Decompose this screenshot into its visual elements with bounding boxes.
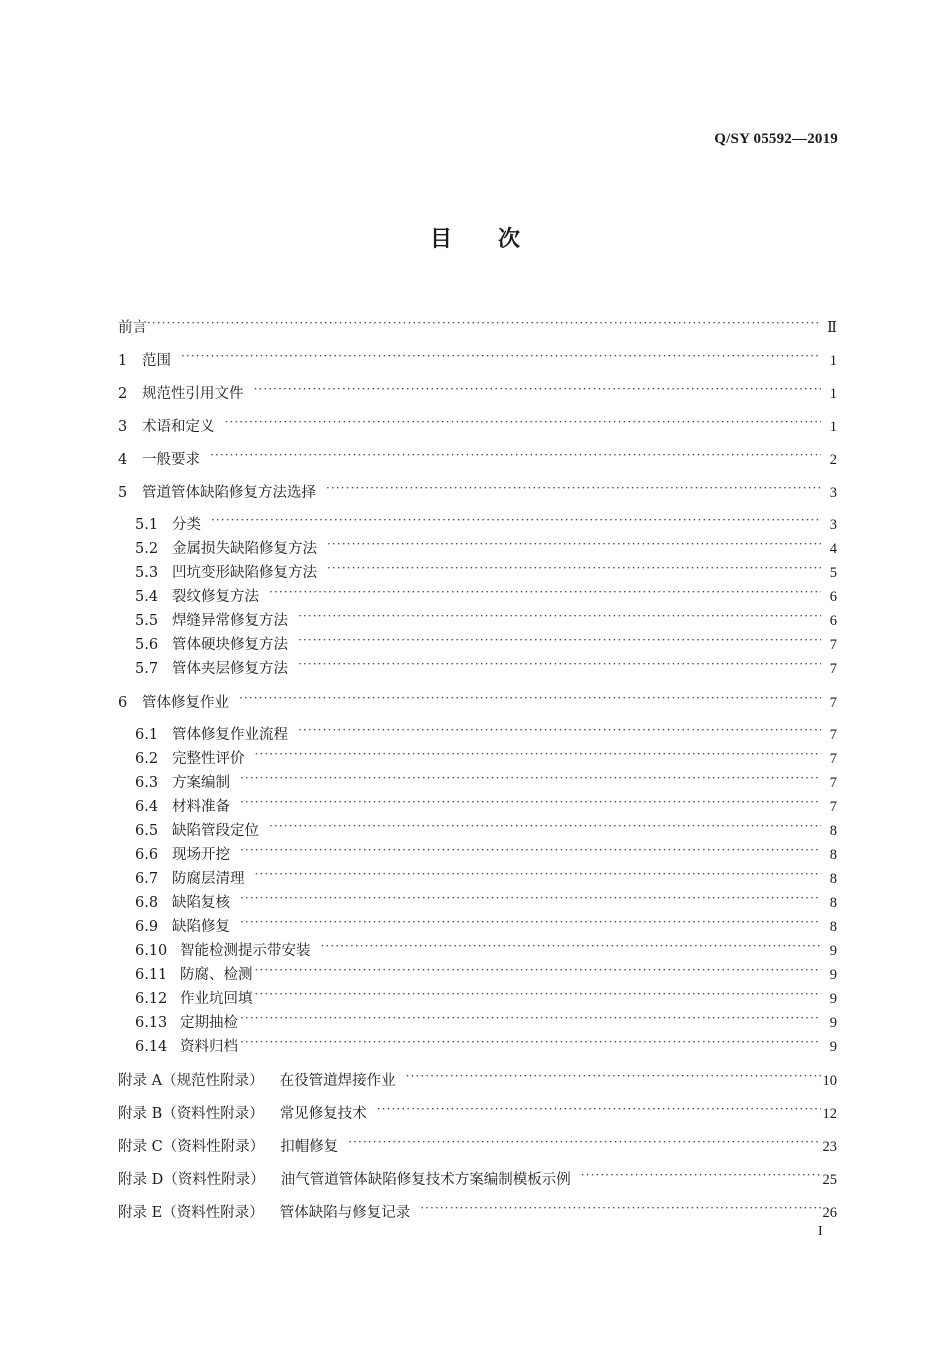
toc-entry-page: 1 — [829, 386, 837, 402]
toc-entry-number: 5 — [118, 485, 128, 501]
toc-entry-label: 前言 — [118, 320, 147, 336]
toc-entry-page: 6 — [829, 613, 837, 629]
toc-entry-preface[interactable] — [118, 310, 837, 336]
toc-entry-page: 1 — [829, 419, 837, 435]
toc-entry-label: 材料准备 — [172, 799, 230, 815]
toc-entry-label: 管体硬块修复方法 — [172, 637, 288, 653]
toc-entry-number: 6.13 — [135, 1015, 168, 1031]
toc-entry-page: 5 — [829, 565, 837, 581]
toc-entry-s5-3[interactable] — [135, 555, 837, 581]
toc-entry-label: 管体夹层修复方法 — [172, 661, 288, 677]
toc-entry-label: 油气管道管体缺陷修复技术方案编制模板示例 — [280, 1172, 571, 1188]
toc-entry-s5[interactable] — [118, 475, 837, 501]
toc-entry-label: 一般要求 — [142, 452, 200, 468]
toc-entry-appendix-a[interactable] — [118, 1063, 837, 1089]
toc-entry-page: 7 — [829, 695, 837, 711]
toc-entry-number: 5.1 — [135, 517, 159, 533]
dot-leader — [326, 475, 821, 497]
toc-entry-number: 附录 A（规范性附录） — [118, 1073, 264, 1089]
toc-entry-page: 9 — [829, 1039, 837, 1055]
toc-entry-label: 术语和定义 — [142, 419, 215, 435]
dot-leader — [298, 627, 821, 649]
toc-entry-number: 附录 C（资料性附录） — [118, 1139, 265, 1155]
toc-entry-label: 现场开挖 — [172, 847, 230, 863]
toc-entry-s5-5[interactable] — [135, 603, 837, 629]
dot-leader — [255, 861, 822, 883]
toc-entry-number: 5.5 — [135, 613, 159, 629]
toc-entry-number: 6 — [118, 695, 128, 711]
toc-entry-page: 8 — [829, 871, 837, 887]
toc-entry-number: 6.8 — [135, 895, 159, 911]
dot-leader — [255, 741, 822, 763]
dot-leader — [210, 442, 821, 464]
dot-leader — [147, 310, 821, 332]
toc-entry-page: 6 — [829, 589, 837, 605]
dot-leader — [298, 603, 821, 625]
toc-entry-appendix-e[interactable] — [118, 1195, 837, 1221]
toc-entry-number: 2 — [118, 386, 128, 402]
dot-leader — [240, 837, 821, 859]
toc-entry-number: 6.9 — [135, 919, 159, 935]
dot-leader — [255, 957, 822, 979]
dot-leader — [255, 981, 822, 1003]
dot-leader — [327, 531, 821, 553]
toc-entry-s6-11[interactable] — [135, 957, 837, 983]
toc-entry-label: 常见修复技术 — [279, 1106, 367, 1122]
toc-entry-number: 附录 E（资料性附录） — [118, 1205, 264, 1221]
toc-entry-number: 6.10 — [135, 943, 168, 959]
dot-leader — [420, 1195, 820, 1217]
toc-entry-number: 附录 D（资料性附录） — [118, 1172, 265, 1188]
toc-entry-number: 5.4 — [135, 589, 159, 605]
toc-entry-s6-13[interactable] — [135, 1005, 837, 1031]
toc-entry-number: 6.11 — [135, 967, 168, 983]
dot-leader — [254, 376, 822, 398]
dot-leader — [327, 555, 821, 577]
toc-entry-page: 8 — [829, 895, 837, 911]
toc-entry-label: 防腐层清理 — [172, 871, 245, 887]
toc-entry-label: 管体缺陷与修复记录 — [279, 1205, 411, 1221]
toc-entry-label: 管道管体缺陷修复方法选择 — [142, 485, 316, 501]
dot-leader — [240, 1029, 821, 1051]
toc-entry-appendix-d[interactable] — [118, 1162, 837, 1188]
toc-entry-number: 6.4 — [135, 799, 159, 815]
toc-entry-s6[interactable] — [118, 685, 837, 711]
toc-entry-s5-2[interactable] — [135, 531, 837, 557]
toc-entry-s5-1[interactable] — [135, 507, 837, 533]
toc-entry-s6-8[interactable] — [135, 885, 837, 911]
toc-entry-number: 6.1 — [135, 727, 159, 743]
toc-entry-page: 10 — [822, 1073, 837, 1089]
toc-entry-s6-3[interactable] — [135, 765, 837, 791]
dot-leader — [240, 1005, 821, 1027]
toc-entry-page: 7 — [829, 799, 837, 815]
dot-leader — [348, 1129, 820, 1151]
toc-entry-label: 智能检测提示带安装 — [180, 943, 311, 959]
toc-entry-number: 附录 B（资料性附录） — [118, 1106, 264, 1122]
toc-entry-label: 金属损失缺陷修复方法 — [172, 541, 317, 557]
toc-entry-appendix-c[interactable] — [118, 1129, 837, 1155]
toc-entry-s1[interactable] — [118, 343, 837, 369]
dot-leader — [581, 1162, 821, 1184]
toc-entry-number: 6.2 — [135, 751, 159, 767]
toc-entry-s3[interactable] — [118, 409, 837, 435]
toc-entry-page: 2 — [829, 452, 837, 468]
toc-entry-page: 25 — [822, 1172, 837, 1188]
toc-entry-label: 缺陷复核 — [172, 895, 230, 911]
dot-leader — [240, 765, 821, 787]
toc-entry-page: 8 — [829, 823, 837, 839]
toc-entry-page: 23 — [822, 1139, 837, 1155]
dot-leader — [181, 343, 821, 365]
toc-entry-page: 7 — [829, 727, 837, 743]
toc-entry-s4[interactable] — [118, 442, 837, 468]
toc-entry-label: 作业坑回填 — [180, 991, 253, 1007]
toc-entry-number: 6.3 — [135, 775, 159, 791]
toc-entry-s5-4[interactable] — [135, 579, 837, 605]
toc-entry-label: 资料归档 — [180, 1039, 238, 1055]
toc-entry-page: 3 — [829, 485, 837, 501]
toc-entry-s6-5[interactable] — [135, 813, 837, 839]
toc-entry-label: 定期抽检 — [180, 1015, 238, 1031]
toc-entry-label: 范围 — [142, 353, 171, 369]
toc-entry-label: 焊缝异常修复方法 — [172, 613, 288, 629]
toc-entry-label: 完整性评价 — [172, 751, 245, 767]
dot-leader — [239, 685, 821, 707]
toc-entry-s5-7[interactable] — [135, 651, 837, 677]
toc-entry-page: 7 — [829, 775, 837, 791]
toc-entry-page: 9 — [829, 991, 837, 1007]
toc-entry-number: 6.7 — [135, 871, 159, 887]
toc-entry-number: 6.5 — [135, 823, 159, 839]
toc-entry-page: 9 — [829, 943, 837, 959]
page-title: 目次 — [429, 227, 566, 252]
toc-entry-page: 3 — [829, 517, 837, 533]
toc-entry-label: 管体修复作业 — [142, 695, 229, 711]
toc-entry-label: 缺陷修复 — [172, 919, 230, 935]
toc-entry-label: 缺陷管段定位 — [172, 823, 259, 839]
toc-entry-s6-2[interactable] — [135, 741, 837, 767]
toc-entry-page: 8 — [829, 919, 837, 935]
toc-entry-page: 7 — [829, 637, 837, 653]
toc-entry-page: 7 — [829, 661, 837, 677]
toc-entry-page: 8 — [829, 847, 837, 863]
toc-entry-page: 12 — [822, 1106, 837, 1122]
toc-entry-number: 5.3 — [135, 565, 159, 581]
toc-entry-number: 6.6 — [135, 847, 159, 863]
toc-entry-page: 9 — [829, 967, 837, 983]
dot-leader — [240, 909, 821, 931]
page-number: I — [818, 1224, 823, 1239]
toc-entry-page: 4 — [829, 541, 837, 557]
dot-leader — [298, 717, 821, 739]
toc-entry-label: 凹坑变形缺陷修复方法 — [172, 565, 317, 581]
toc-entry-label: 扣帽修复 — [280, 1139, 339, 1155]
toc-entry-label: 管体修复作业流程 — [172, 727, 288, 743]
toc-entry-number: 4 — [118, 452, 128, 468]
toc-entry-label: 裂纹修复方法 — [172, 589, 259, 605]
toc-entry-number: 6.12 — [135, 991, 168, 1007]
toc-entry-appendix-b[interactable] — [118, 1096, 837, 1122]
toc-entry-s6-14[interactable] — [135, 1029, 837, 1055]
dot-leader — [211, 507, 821, 529]
toc-entry-s6-4[interactable] — [135, 789, 837, 815]
dot-leader — [377, 1096, 821, 1118]
toc-entry-label: 在役管道焊接作业 — [279, 1073, 396, 1089]
toc-entry-label: 方案编制 — [172, 775, 230, 791]
dot-leader — [269, 813, 821, 835]
toc-entry-number: 6.14 — [135, 1039, 168, 1055]
toc-entry-number: 5.6 — [135, 637, 159, 653]
toc-entry-number: 5.7 — [135, 661, 159, 677]
toc-entry-s6-6[interactable] — [135, 837, 837, 863]
toc-entry-page: 7 — [829, 751, 837, 767]
toc-entry-page: 26 — [822, 1205, 837, 1221]
toc-entry-s6-7[interactable] — [135, 861, 837, 887]
dot-leader — [406, 1063, 821, 1085]
toc-entry-s6-12[interactable] — [135, 981, 837, 1007]
toc-entry-s6-9[interactable] — [135, 909, 837, 935]
toc-entry-number: 1 — [118, 353, 128, 369]
toc-entry-page: Ⅱ — [827, 320, 837, 336]
standard-code: Q/SY 05592—2019 — [714, 131, 838, 147]
toc-entry-page: 1 — [829, 353, 837, 369]
toc-entry-s6-1[interactable] — [135, 717, 837, 743]
dot-leader — [269, 579, 821, 601]
toc-entry-s5-6[interactable] — [135, 627, 837, 653]
dot-leader — [321, 933, 822, 955]
toc-entry-label: 分类 — [172, 517, 201, 533]
dot-leader — [240, 789, 821, 811]
toc-entry-number: 3 — [118, 419, 128, 435]
dot-leader — [225, 409, 822, 431]
dot-leader — [298, 651, 821, 673]
toc-entry-label: 规范性引用文件 — [142, 386, 244, 402]
toc-entry-page: 9 — [829, 1015, 837, 1031]
toc-entry-label: 防腐、检测 — [180, 967, 253, 983]
toc-entry-number: 5.2 — [135, 541, 159, 557]
toc-entry-s2[interactable] — [118, 376, 837, 402]
toc-entry-s6-10[interactable] — [135, 933, 837, 959]
dot-leader — [240, 885, 821, 907]
